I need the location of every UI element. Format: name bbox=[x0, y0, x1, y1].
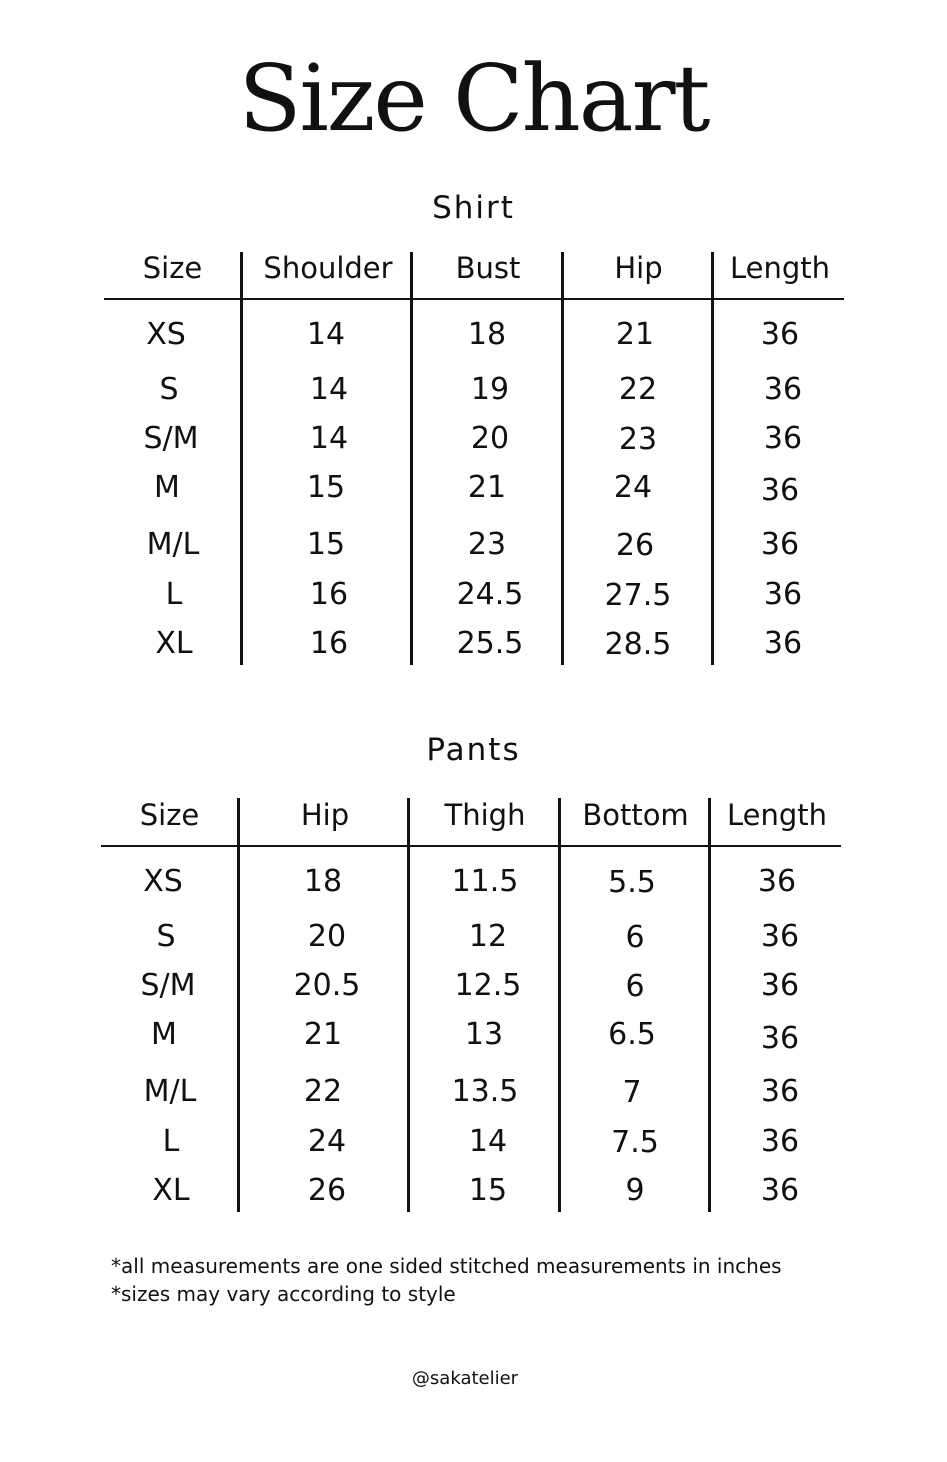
pants-cell: 18 bbox=[303, 864, 343, 899]
shirt-cell: 15 bbox=[306, 527, 346, 562]
pants-cell: 7.5 bbox=[611, 1125, 659, 1160]
pants-header-rule bbox=[101, 845, 841, 847]
shirt-cell: 28.5 bbox=[604, 627, 672, 662]
pants-cell: M/L bbox=[143, 1074, 197, 1109]
shirt-cell: 36 bbox=[760, 317, 800, 352]
pants-cell: 26 bbox=[307, 1173, 347, 1208]
footnotes bbox=[111, 1252, 782, 1308]
pants-cell: 36 bbox=[760, 1173, 800, 1208]
pants-header-hip: Hip bbox=[300, 798, 350, 832]
shirt-cell: 36 bbox=[763, 626, 803, 661]
pants-cell: 7 bbox=[622, 1075, 642, 1110]
shirt-cell: 36 bbox=[760, 473, 800, 508]
shirt-header-bust: Bust bbox=[455, 251, 521, 285]
pants-cell: 36 bbox=[760, 1074, 800, 1109]
shirt-cell: 24.5 bbox=[456, 577, 524, 612]
shirt-cell: 14 bbox=[306, 317, 346, 352]
shirt-cell: M bbox=[154, 470, 180, 505]
pants-cell: 36 bbox=[760, 968, 800, 1003]
footnote-measurements: *all measurements are one sided stitched measurements in inches bbox=[111, 1254, 782, 1278]
shirt-cell: 27.5 bbox=[604, 578, 672, 613]
shirt-cell: S bbox=[159, 372, 179, 407]
shirt-cell: 24 bbox=[613, 470, 653, 505]
pants-header-bottom: Bottom bbox=[582, 798, 689, 832]
shirt-cell: 36 bbox=[763, 421, 803, 456]
pants-cell: 6 bbox=[625, 920, 645, 955]
shirt-cell: 15 bbox=[306, 470, 346, 505]
shirt-cell: 36 bbox=[763, 577, 803, 612]
pants-cell: 20.5 bbox=[293, 968, 361, 1003]
shirt-cell: 14 bbox=[309, 372, 349, 407]
pants-cell: 36 bbox=[757, 864, 797, 899]
shirt-cell: M/L bbox=[146, 527, 200, 562]
shirt-cell: 21 bbox=[615, 317, 655, 352]
shirt-cell: 14 bbox=[309, 421, 349, 456]
pants-cell: 12.5 bbox=[454, 968, 522, 1003]
shirt-column-divider bbox=[711, 252, 714, 665]
pants-cell: 12 bbox=[468, 919, 508, 954]
shirt-cell: 20 bbox=[470, 421, 510, 456]
shirt-cell: 18 bbox=[467, 317, 507, 352]
pants-header-thigh: Thigh bbox=[444, 798, 526, 832]
shirt-cell: 36 bbox=[763, 372, 803, 407]
pants-cell: 21 bbox=[303, 1017, 343, 1052]
pants-cell: 36 bbox=[760, 1124, 800, 1159]
shirt-cell: XL bbox=[155, 626, 193, 661]
pants-cell: 14 bbox=[468, 1124, 508, 1159]
pants-cell: 9 bbox=[625, 1173, 645, 1208]
pants-cell: XL bbox=[152, 1173, 190, 1208]
shirt-cell: 16 bbox=[309, 577, 349, 612]
shirt-cell: 19 bbox=[470, 372, 510, 407]
shirt-cell: 23 bbox=[618, 422, 658, 457]
pants-cell: 36 bbox=[760, 1021, 800, 1056]
shirt-header-shoulder: Shoulder bbox=[263, 251, 393, 285]
pants-cell: 5.5 bbox=[608, 865, 656, 900]
pants-cell: 15 bbox=[468, 1173, 508, 1208]
pants-cell: XS bbox=[143, 864, 183, 899]
shirt-header-length: Length bbox=[729, 251, 831, 285]
pants-cell: S/M bbox=[140, 968, 196, 1003]
pants-header-length: Length bbox=[726, 798, 828, 832]
pants-cell: 11.5 bbox=[451, 864, 519, 899]
pants-cell: 24 bbox=[307, 1124, 347, 1159]
shirt-cell: 25.5 bbox=[456, 626, 524, 661]
social-handle: @sakatelier bbox=[411, 1368, 519, 1389]
pants-heading: Pants bbox=[426, 732, 521, 768]
shirt-heading: Shirt bbox=[432, 190, 515, 226]
pants-cell: 6.5 bbox=[608, 1017, 656, 1052]
shirt-cell: 16 bbox=[309, 626, 349, 661]
pants-cell: 6 bbox=[625, 969, 645, 1004]
pants-cell: L bbox=[162, 1124, 180, 1159]
shirt-cell: L bbox=[165, 577, 183, 612]
shirt-cell: 26 bbox=[615, 528, 655, 563]
pants-column-divider bbox=[708, 798, 711, 1212]
page-title: Size Chart bbox=[238, 45, 709, 152]
shirt-cell: 21 bbox=[467, 470, 507, 505]
pants-cell: 36 bbox=[760, 919, 800, 954]
shirt-cell: 22 bbox=[618, 372, 658, 407]
shirt-cell: S/M bbox=[143, 421, 199, 456]
shirt-header-size: Size bbox=[142, 251, 203, 285]
shirt-header-rule bbox=[104, 298, 844, 300]
shirt-cell: 36 bbox=[760, 527, 800, 562]
pants-header-size: Size bbox=[139, 798, 200, 832]
pants-cell: 13.5 bbox=[451, 1074, 519, 1109]
pants-cell: 22 bbox=[303, 1074, 343, 1109]
pants-cell: S bbox=[156, 919, 176, 954]
shirt-cell: 23 bbox=[467, 527, 507, 562]
shirt-cell: XS bbox=[146, 317, 186, 352]
shirt-header-hip: Hip bbox=[614, 251, 663, 285]
pants-cell: 20 bbox=[307, 919, 347, 954]
footnote-style: *sizes may vary according to style bbox=[111, 1282, 456, 1306]
pants-cell: 13 bbox=[464, 1017, 504, 1052]
pants-cell: M bbox=[151, 1017, 177, 1052]
